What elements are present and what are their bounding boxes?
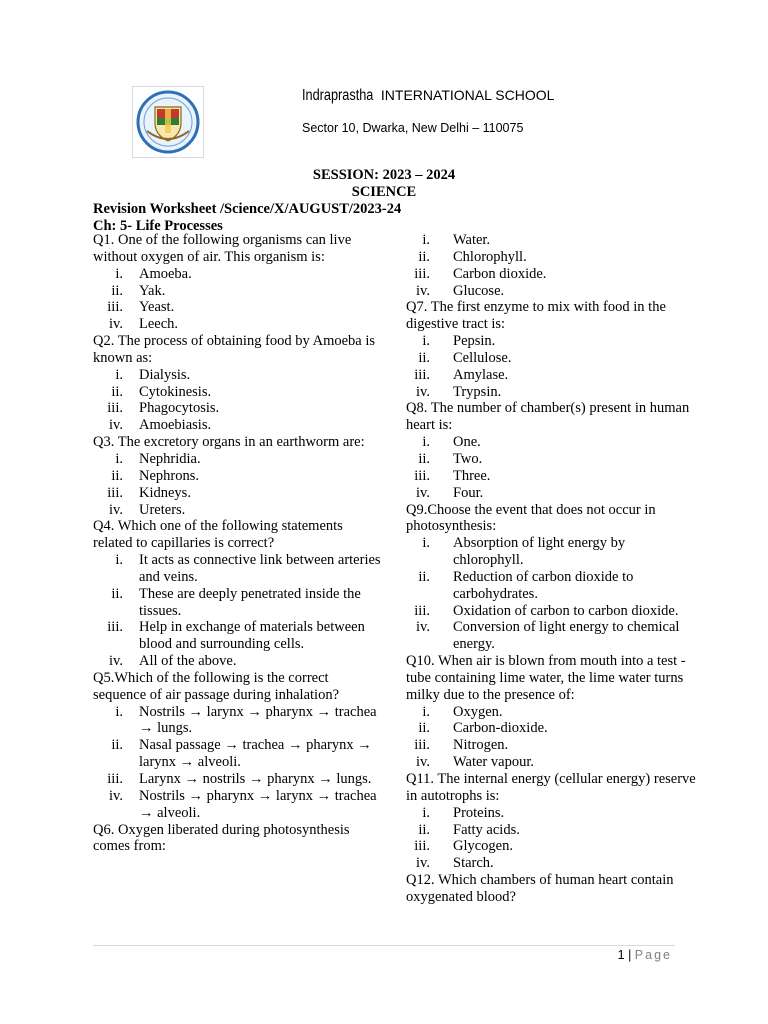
answer-option: [406, 704, 696, 721]
option-numeral: iii.: [107, 619, 123, 636]
page-label: Page: [634, 948, 672, 962]
option-text: Water vapour.: [453, 754, 534, 771]
option-text: Amoebiasis.: [139, 417, 212, 434]
option-text: Leech.: [139, 316, 179, 333]
answer-option: [93, 502, 383, 519]
option-numeral: iv.: [109, 787, 123, 804]
option-text: Water.: [453, 232, 491, 248]
option-numeral: ii.: [111, 383, 123, 400]
school-address: Sector 10, Dwarka, New Delhi – 110075: [302, 121, 524, 135]
option-numeral: iv.: [416, 484, 430, 501]
option-text: Nasal passage → trachea → pharynx → larynx → alveoli.: [139, 737, 372, 771]
option-text: Help in exchange of materials between blood and surrounding cells.: [139, 619, 365, 653]
question-text: Q9.Choose the event that does not occur in photosynthesis:: [406, 501, 656, 535]
question-text: Q10. When air is blown from mouth into a test - tube containing lime water, the lime water turns milky due to the presence of:: [406, 653, 686, 703]
option-numeral: ii.: [418, 248, 430, 265]
answer-option: [406, 720, 696, 737]
answer-option: [406, 367, 696, 384]
question-text: Q2. The process of obtaining food by Amoeba is known as:: [93, 333, 376, 366]
option-text: Glycogen.: [453, 838, 513, 855]
answer-option: [406, 535, 696, 569]
question-text: Q8. The number of chamber(s) present in human heart is:: [406, 400, 690, 434]
footer-divider: [93, 945, 675, 946]
option-numeral: iv.: [109, 417, 123, 434]
option-numeral: iv.: [416, 383, 430, 400]
option-text: Trypsin.: [453, 383, 502, 400]
school-brand: Indraprastha: [302, 87, 374, 104]
answer-option: [93, 367, 383, 384]
left-question-column: [93, 232, 383, 855]
option-numeral: iii.: [107, 299, 123, 316]
option-numeral: i.: [115, 265, 123, 282]
option-numeral: i.: [422, 434, 430, 451]
answer-option: [93, 266, 383, 283]
option-numeral: iv.: [109, 653, 123, 670]
option-numeral: iii.: [107, 484, 123, 501]
page-separator: |: [628, 948, 632, 962]
answer-option: [93, 417, 383, 434]
answer-option: [93, 771, 383, 788]
option-numeral: ii.: [418, 349, 430, 366]
option-numeral: iii.: [414, 602, 430, 619]
option-text: Chlorophyll.: [453, 248, 527, 265]
school-name: [302, 87, 554, 105]
answer-option: [406, 384, 696, 401]
option-text: Nephridia.: [139, 450, 201, 467]
answer-option: [93, 704, 383, 738]
option-numeral: ii.: [418, 568, 430, 585]
option-text: Absorption of light energy by chlorophyll.: [453, 535, 626, 569]
answer-option: [406, 569, 696, 603]
option-text: Nitrogen.: [453, 737, 509, 754]
option-text: All of the above.: [139, 653, 237, 670]
answer-option: [406, 737, 696, 754]
option-text: Phagocytosis.: [139, 400, 220, 417]
option-numeral: i.: [422, 535, 430, 552]
option-text: Nostrils → larynx → pharynx → trachea → lungs.: [139, 703, 377, 737]
option-text: Kidneys.: [139, 484, 191, 501]
answer-option: [406, 822, 696, 839]
page-footer: [618, 948, 672, 962]
option-numeral: iii.: [414, 265, 430, 282]
answer-option: [93, 468, 383, 485]
option-text: Ureters.: [139, 501, 186, 518]
option-text: Cellulose.: [453, 349, 512, 366]
option-text: Four.: [453, 484, 484, 501]
option-text: Reduction of carbon dioxide to carbohydrates.: [453, 568, 634, 602]
page-number: 1: [617, 948, 625, 962]
answer-option: [93, 451, 383, 468]
answer-option: [406, 754, 696, 771]
answer-option: [406, 333, 696, 350]
option-numeral: iv.: [109, 501, 123, 518]
question-text: Q5.Which of the following is the correct sequence of air passage during inhalation?: [93, 669, 340, 703]
answer-option: [93, 316, 383, 333]
question-text: Q6. Oxygen liberated during photosynthesis comes from:: [93, 821, 350, 855]
option-text: Two.: [453, 450, 483, 467]
option-numeral: iii.: [414, 838, 430, 855]
school-logo: [132, 86, 204, 158]
option-text: Carbon dioxide.: [453, 265, 547, 282]
option-numeral: ii.: [111, 585, 123, 602]
answer-option: [93, 788, 383, 822]
option-numeral: iii.: [107, 771, 123, 787]
option-text: Yak.: [139, 282, 166, 299]
answer-option: [406, 619, 696, 653]
option-numeral: ii.: [111, 282, 123, 299]
option-numeral: ii.: [418, 821, 430, 838]
answer-option: [93, 299, 383, 316]
answer-option: [406, 855, 696, 872]
answer-option: [93, 384, 383, 401]
question-text: Q12. Which chambers of human heart contain oxygenated blood?: [406, 872, 674, 905]
answer-option: [93, 737, 383, 771]
option-text: It acts as connective link between arteries and veins.: [139, 552, 381, 585]
option-numeral: i.: [115, 450, 123, 467]
answer-option: [406, 805, 696, 822]
school-name-rest: INTERNATIONAL SCHOOL: [380, 87, 555, 103]
answer-option: [406, 485, 696, 502]
option-numeral: i.: [115, 552, 123, 569]
option-numeral: iii.: [107, 400, 123, 417]
answer-option: [93, 586, 383, 620]
option-text: Nostrils → pharynx → larynx → trachea → alveoli.: [139, 787, 377, 821]
question-text: Q11. The internal energy (cellular energy) reserve in autotrophs is:: [406, 771, 696, 804]
option-numeral: iv.: [109, 316, 123, 333]
question-text: Q1. One of the following organisms can live without oxygen of air. This organism is:: [93, 232, 352, 265]
option-numeral: ii.: [111, 467, 123, 484]
option-text: These are deeply penetrated inside the tissues.: [139, 585, 361, 619]
answer-option: [406, 249, 696, 266]
option-numeral: ii.: [418, 450, 430, 467]
question-text: Q4. Which one of the following statements related to capillaries is correct?: [93, 518, 343, 552]
option-numeral: iii.: [414, 737, 430, 754]
option-text: Pepsin.: [453, 333, 496, 350]
option-text: Three.: [453, 467, 491, 484]
question-text: Q7. The first enzyme to mix with food in the digestive tract is:: [406, 299, 666, 333]
answer-option: [406, 838, 696, 855]
option-numeral: i.: [422, 232, 430, 248]
answer-option: [406, 603, 696, 620]
option-text: One.: [453, 434, 481, 451]
option-text: Dialysis.: [139, 366, 191, 383]
option-text: Conversion of light energy to chemical energy.: [453, 619, 680, 653]
option-numeral: iv.: [416, 282, 430, 299]
option-numeral: iv.: [416, 619, 430, 636]
option-text: Cytokinesis.: [139, 383, 212, 400]
option-text: Larynx → nostrils → pharynx → lungs.: [139, 771, 372, 787]
answer-option: [406, 468, 696, 485]
answer-option: [93, 485, 383, 502]
option-numeral: i.: [115, 703, 123, 720]
option-text: Amylase.: [453, 366, 509, 383]
option-numeral: i.: [115, 366, 123, 383]
option-numeral: ii.: [418, 720, 430, 737]
option-text: Amoeba.: [139, 265, 192, 282]
answer-option: [93, 400, 383, 417]
option-numeral: i.: [422, 333, 430, 350]
option-numeral: iv.: [416, 754, 430, 771]
answer-option: [406, 350, 696, 367]
option-text: Starch.: [453, 855, 494, 872]
subject-line: SCIENCE: [351, 184, 417, 200]
answer-option: [406, 232, 696, 249]
answer-option: [93, 283, 383, 300]
option-text: Oxidation of carbon to carbon dioxide.: [453, 602, 679, 619]
option-text: Nephrons.: [139, 467, 200, 484]
question-text: Q3. The excretory organs in an earthworm are:: [93, 434, 365, 451]
option-text: Yeast.: [139, 299, 175, 316]
answer-option: [93, 653, 383, 670]
option-numeral: ii.: [111, 737, 123, 754]
option-numeral: i.: [422, 804, 430, 821]
option-numeral: iii.: [414, 366, 430, 383]
option-numeral: iv.: [416, 855, 430, 872]
answer-option: [406, 451, 696, 468]
worksheet-title: Revision Worksheet /Science/X/AUGUST/2023-24: [93, 201, 402, 217]
option-text: Fatty acids.: [453, 821, 520, 838]
right-question-column: [406, 232, 696, 906]
option-text: Proteins.: [453, 804, 505, 821]
option-numeral: iii.: [414, 467, 430, 484]
answer-option: [406, 434, 696, 451]
answer-option: [93, 619, 383, 653]
option-numeral: i.: [422, 703, 430, 720]
answer-option: [93, 552, 383, 586]
chapter-title: Ch: 5- Life Processes: [93, 218, 223, 234]
option-text: Carbon-dioxide.: [453, 720, 548, 737]
answer-option: [406, 266, 696, 283]
option-text: Glucose.: [453, 282, 505, 299]
option-text: Oxygen.: [453, 703, 503, 720]
answer-option: [406, 283, 696, 300]
session-line: SESSION: 2023 – 2024: [312, 167, 456, 183]
